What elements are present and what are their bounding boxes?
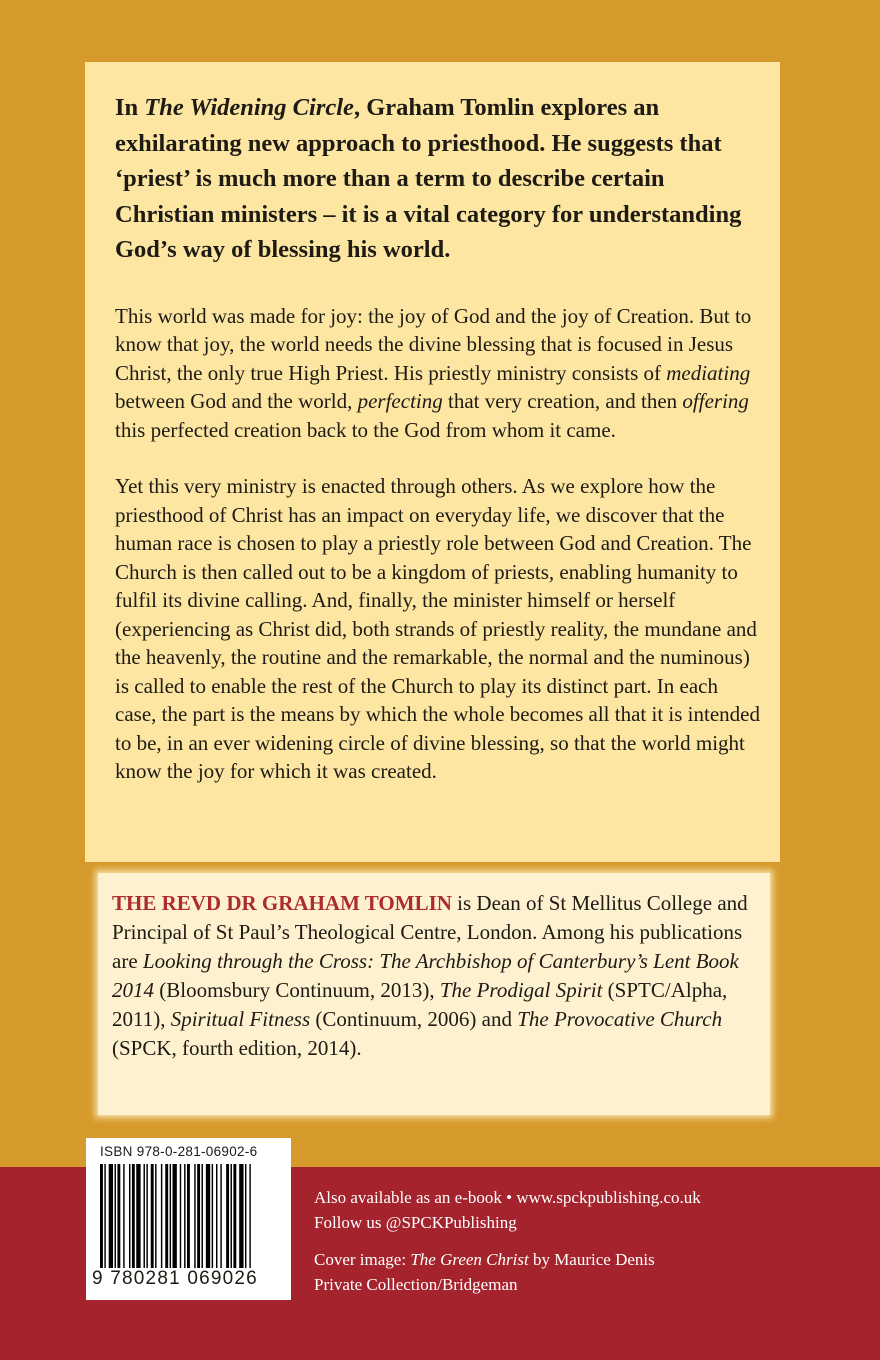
barcode-bar — [226, 1164, 229, 1268]
barcode-bar — [155, 1164, 156, 1268]
barcode-bar — [146, 1164, 147, 1268]
collection-line: Private Collection/Bridgeman — [314, 1275, 518, 1294]
author-bio-box — [98, 873, 770, 1115]
barcode-bar — [249, 1164, 250, 1268]
barcode-bar — [233, 1164, 236, 1268]
social-line: Follow us @SPCKPublishing — [314, 1213, 517, 1232]
blurb-panel — [85, 62, 780, 862]
barcode-bar — [180, 1164, 181, 1268]
ebook-line: Also available as an e-book • www.spckpublishing.co.uk — [314, 1188, 701, 1207]
barcode-bar — [170, 1164, 171, 1268]
barcode-bar — [187, 1164, 190, 1268]
barcode-bar — [165, 1164, 168, 1268]
barcode-bar — [197, 1164, 200, 1268]
barcode-bar — [161, 1164, 162, 1268]
barcode-bar — [206, 1164, 210, 1268]
barcode-bar — [231, 1164, 232, 1268]
barcode-bar — [220, 1164, 221, 1268]
barcode-bar — [144, 1164, 145, 1268]
barcode-bar — [173, 1164, 177, 1268]
blurb-text — [115, 90, 760, 814]
barcode-digits: 9 780281 069026 — [92, 1268, 258, 1289]
barcode-bar — [117, 1164, 120, 1268]
barcode-bar — [104, 1164, 105, 1268]
barcode-bars — [100, 1164, 280, 1270]
isbn-label: ISBN 978-0-281-06902-6 — [100, 1144, 258, 1159]
barcode-bar — [123, 1164, 124, 1268]
body-paragraph-2: Yet this very ministry is enacted through others. As we explore how the priesthood of Christ has an impact on everyday life, we discover that the human race is chosen to play a priestly role between God and Creation. The Church is then called out to be a kingdom of priests, enabling humanity to fulfil its divine calling. And, finally, the minister himself or herself (experiencing as Christ did, both strands of priestly reality, the mundane and the heavenly, the routine and the remarkable, the normal and the numinous) is called to enable the rest of the Church to play its distinct part. In each case, the part is the means by which the whole becomes all that it is intended to be, in an ever widening circle of divine blessing, so that the world might know the joy for which it was created. — [115, 474, 760, 783]
isbn-barcode — [86, 1138, 291, 1300]
author-name: THE REVD DR GRAHAM TOMLIN — [112, 891, 452, 915]
barcode-bar — [194, 1164, 195, 1268]
barcode-bar — [151, 1164, 154, 1268]
barcode-bar — [132, 1164, 135, 1268]
barcode-bar — [115, 1164, 116, 1268]
footer-info — [314, 1185, 854, 1297]
barcode-bar — [136, 1164, 140, 1268]
barcode-bar — [129, 1164, 130, 1268]
barcode-bar — [239, 1164, 243, 1268]
barcode-bar — [100, 1164, 103, 1268]
barcode-bar — [202, 1164, 203, 1268]
author-bio: THE REVD DR GRAHAM TOMLIN is Dean of St Mellitus College and Principal of St Paul’s Theological Centre, London. Among his publications are Looking through the Cross: The Archbishop of Canterbury’s Lent Book 2014 (Bloomsbury Continuum, 2013), The Prodigal Spirit (SPTC/Alpha, 2011), Spiritual Fitness (Continuum, 2006) and The Provocative Church (SPCK, fourth edition, 2014). — [112, 891, 748, 1060]
barcode-bar — [245, 1164, 246, 1268]
body-paragraph-1: This world was made for joy: the joy of God and the joy of Creation. But to know that joy, the world needs the divine blessing that is focused in Jesus Christ, the only true High Priest. His priestly ministry consists of mediating between God and the world, perfecting that very creation, and then offering this perfected creation back to the God from whom it came. — [115, 303, 752, 442]
barcode-bar — [184, 1164, 185, 1268]
barcode-bar — [109, 1164, 113, 1268]
barcode-bar — [216, 1164, 217, 1268]
intro-paragraph: In The Widening Circle, Graham Tomlin explores an exhilarating new approach to priesthood. He suggests that ‘priest’ is much more than a term to describe certain Christian ministers – it is a vital category for understanding God’s way of blessing his world. — [115, 94, 742, 263]
barcode-bar — [212, 1164, 213, 1268]
cover-credit-line: Cover image: The Green Christ by Maurice Denis — [314, 1250, 655, 1269]
book-title: The Widening Circle — [144, 94, 354, 121]
